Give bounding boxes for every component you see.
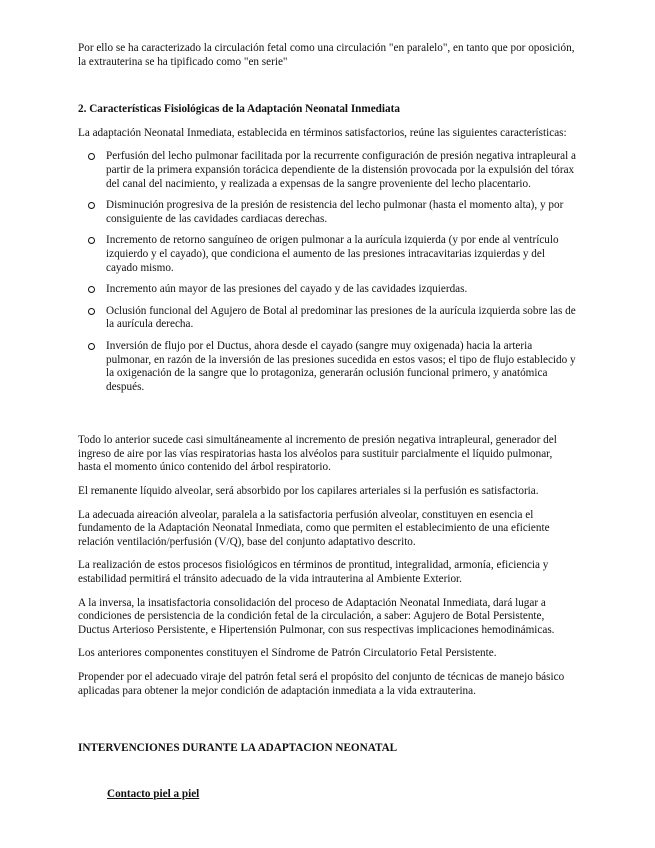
section-lead: La adaptación Neonatal Inmediata, establecida en términos satisfactorios, reúne las siguientes características:	[78, 126, 567, 139]
list-item	[78, 340, 578, 394]
circle-bullet-icon	[88, 286, 95, 293]
document-page	[78, 42, 578, 801]
intro-paragraph: Por ello se ha caracterizado la circulación fetal como una circulación "en paralelo", en tanto que por oposición, la extrauterina se ha tipificado como "en serie"	[78, 42, 575, 68]
subheading: Contacto piel a piel	[107, 787, 200, 800]
interventions-title: INTERVENCIONES DURANTE LA ADAPTACION NEONATAL	[78, 742, 398, 755]
body-paragraph: El remanente líquido alveolar, será absorbido por los capilares arteriales si la perfusión es satisfactoria.	[78, 485, 539, 498]
body-paragraph: A la inversa, la insatisfactoria consolidación del proceso de Adaptación Neonatal Inmediata, dará lugar a condiciones de persistencia de la condición fetal de la circulación, a saber: Agujero de Botal Persistente, Ductus Arterioso Persistente, e Hipertensión Pulmonar, con sus respectivas implicaciones hemodinámicas.	[78, 596, 555, 636]
body-paragraph: Los anteriores componentes constituyen el Síndrome de Patrón Circulatorio Fetal Persistente.	[78, 647, 497, 660]
list-item	[78, 305, 578, 332]
section-title: 2. Características Fisiológicas de la Adaptación Neonatal Inmediata	[78, 103, 400, 116]
body-paragraph: Todo lo anterior sucede casi simultáneamente al incremento de presión negativa intrapleural, generador del ingreso de aire por las vías respiratorias hasta los alvéolos para sustituir parcialmente el líquido pulmonar, hasta el momento único contenido del árbol respiratorio.	[78, 434, 557, 474]
body-paragraph: La realización de estos procesos fisiológicos en términos de prontitud, integralidad, armonía, eficiencia y estabilidad permitirá el tránsito adecuado de la vida intrauterina al Ambiente Exterior.	[78, 559, 549, 586]
circle-bullet-icon	[88, 343, 95, 350]
list-item-text: Incremento de retorno sanguíneo de origen pulmonar a la aurícula izquierda (y por ende al ventrículo izquierdo y el cayado), que condiciona el aumento de las presiones intracavitarias izquierdas y del cayado mismo.	[106, 234, 559, 274]
body-paragraph: La adecuada aireación alveolar, paralela a la satisfactoria perfusión alveolar, constituyen en esencia el fundamento de la Adaptación Neonatal Inmediata, como que permiten el establecimiento de una eficiente relación ventilación/perfusión (V/Q), base del conjunto adaptativo descrito.	[78, 508, 550, 548]
body-paragraph: Propender por el adecuado viraje del patrón fetal será el propósito del conjunto de técnicas de manejo básico aplicadas para obtener la mejor condición de adaptación inmediata a la vida extrauterina.	[78, 671, 565, 697]
circle-bullet-icon	[88, 237, 95, 244]
list-item	[78, 283, 578, 297]
list-item-text: Inversión de flujo por el Ductus, ahora desde el cayado (sangre muy oxigenada) hacia la arteria pulmonar, en razón de la inversión de las presiones sucedida en estos vasos; el tipo de flujo establecido y la oxigenación de la sangre que lo protagoniza, generarán oclusión funcional primero, y anatómica después.	[106, 339, 576, 393]
list-item	[78, 234, 578, 275]
list-item-text: Oclusión funcional del Agujero de Botal al predominar las presiones de la aurícula izquierda sobre las de la aurícula derecha.	[106, 304, 576, 331]
circle-bullet-icon	[88, 153, 95, 160]
list-item	[78, 199, 578, 226]
list-item-text: Disminución progresiva de la presión de resistencia del lecho pulmonar (hasta el momento alta), y por consiguiente de las cavidades cardiacas derechas.	[106, 199, 564, 225]
list-item-text: Perfusión del lecho pulmonar facilitada por la recurrente configuración de presión negativa intrapleural a partir de la primera expansión torácica dependiente de la distensión provocada por la expulsión del tórax del canal del nacimiento, y realizada a expensas de la sangre proveniente del lecho placentario.	[106, 150, 576, 190]
spacer	[78, 708, 578, 742]
features-list	[78, 150, 578, 394]
circle-bullet-icon	[88, 202, 95, 209]
list-item	[78, 150, 578, 191]
circle-bullet-icon	[88, 308, 95, 315]
list-item-text: Incremento aún mayor de las presiones del cayado y de las cavidades izquierdas.	[106, 283, 468, 296]
